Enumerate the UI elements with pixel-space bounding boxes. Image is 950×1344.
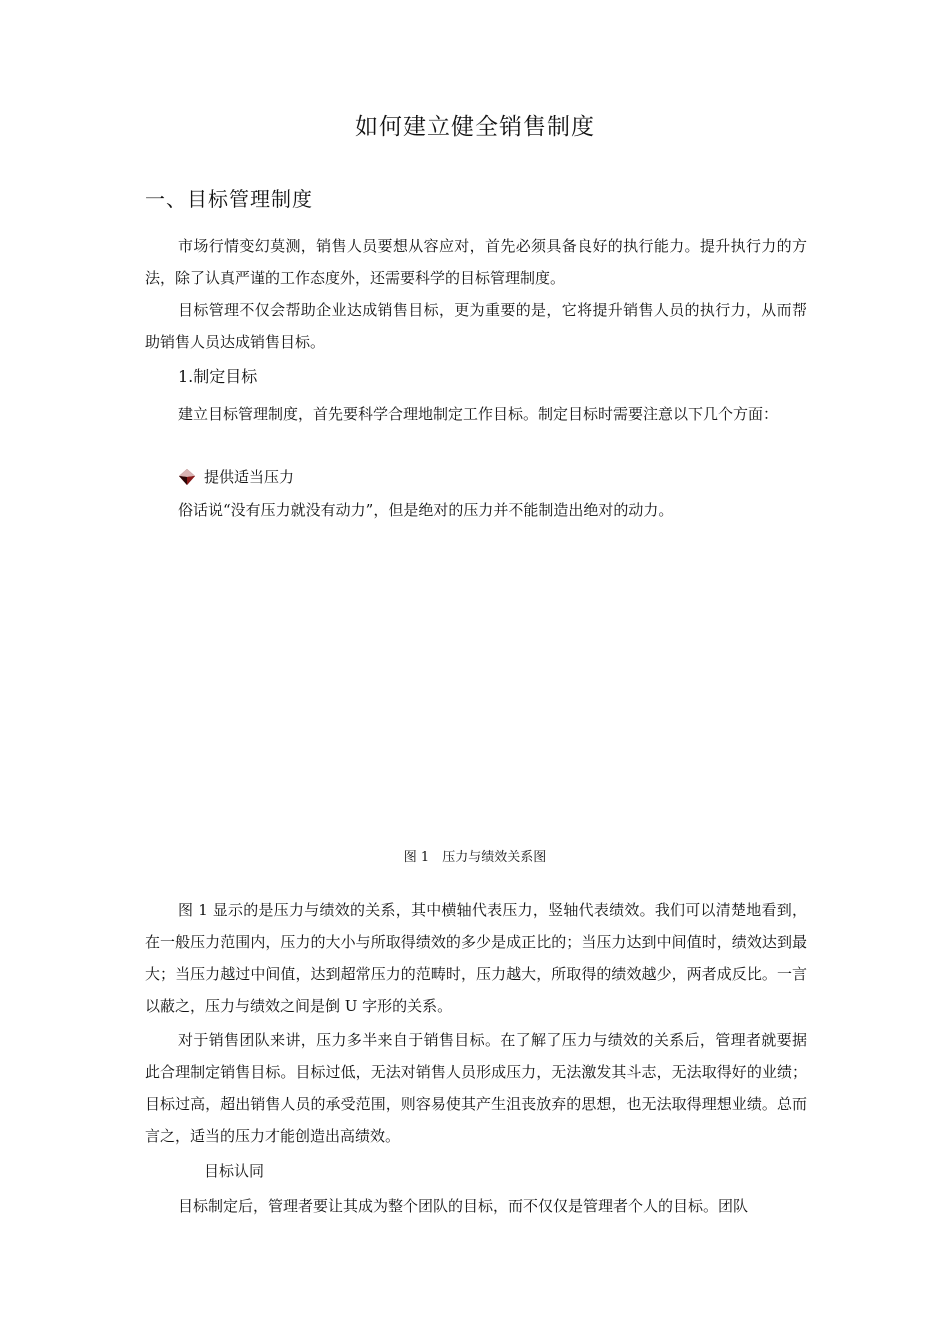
paragraph-3: 建立目标管理制度，首先要科学合理地制定工作目标。制定目标时需要注意以下几个方面： xyxy=(178,405,779,423)
document-title: 如何建立健全销售制度 xyxy=(355,114,595,140)
paragraph-6: 对于销售团队来讲，压力多半来自于销售目标。在了解了压力与绩效的关系后，管理者就要据此合理制定销售目标。目标过低，无法对销售人员形成压力，无法激发其斗志，无法取得好的业绩；目标过高，超出销售人员的承受范围，则容易使其产生沮丧放弃的思想，也无法取得理想业绩。总而言之，适当的压力才能创造出高绩效。 xyxy=(145,1031,807,1145)
diamond-bullet-icon xyxy=(178,468,196,486)
figure-caption: 图 1 压力与绩效关系图 xyxy=(403,850,547,865)
bullet-item xyxy=(178,464,294,490)
bullet-label: 提供适当压力 xyxy=(204,468,295,486)
subheading-make-goals: 1.制定目标 xyxy=(178,367,258,386)
paragraph-1: 市场行情变幻莫测，销售人员要想从容应对，首先必须具备良好的执行能力。提升执行力的方法，除了认真严谨的工作态度外，还需要科学的目标管理制度。 xyxy=(145,237,807,287)
paragraph-2: 目标管理不仅会帮助企业达成销售目标，更为重要的是，它将提升销售人员的执行力，从而帮助销售人员达成销售目标。 xyxy=(145,301,807,351)
paragraph-5: 图 1 显示的是压力与绩效的关系，其中横轴代表压力，竖轴代表绩效。我们可以清楚地看到，在一般压力范围内，压力的大小与所取得绩效的多少是成正比的；当压力达到中间值时，绩效达到最大；当压力越过中间值，达到超常压力的范畴时，压力越大，所取得的绩效越少，两者成反比。一言以蔽之，压力与绩效之间是倒 U 字形的关系。 xyxy=(145,901,807,1015)
subheading-goal-recognition: 目标认同 xyxy=(204,1162,265,1180)
paragraph-4: 俗话说“没有压力就没有动力”，但是绝对的压力并不能制造出绝对的动力。 xyxy=(178,501,674,519)
section-heading: 一、目标管理制度 xyxy=(145,187,313,211)
paragraph-7: 目标制定后，管理者要让其成为整个团队的目标，而不仅仅是管理者个人的目标。团队 xyxy=(178,1197,749,1215)
figure-placeholder xyxy=(145,530,807,830)
